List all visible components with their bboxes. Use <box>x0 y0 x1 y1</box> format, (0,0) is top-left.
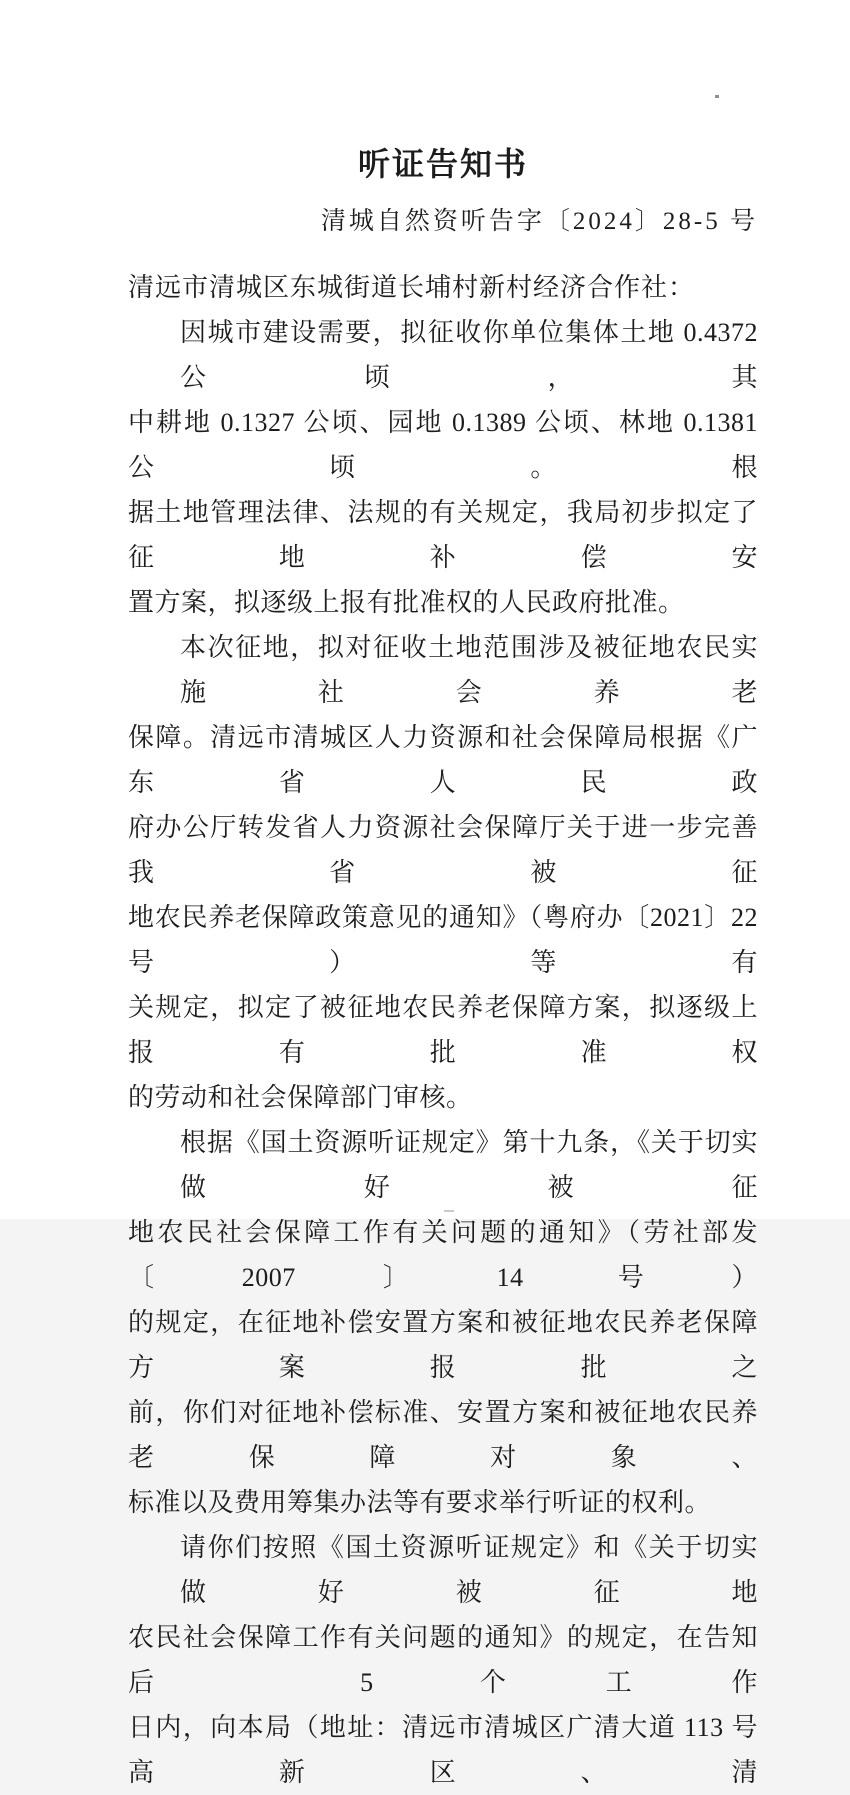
text-line: 置方案，拟逐级上报有批准权的人民政府批准。 <box>128 588 685 617</box>
text-line: 前，你们对征地补偿标准、安置方案和被征地农民养老保障对象、 <box>128 1398 758 1472</box>
text-line: 中耕地 0.1327 公顷、园地 0.1389 公顷、林地 0.1381 公顷。根 <box>128 408 758 482</box>
text-line: 的规定，在征地补偿安置方案和被征地农民养老保障方案报批之 <box>128 1308 758 1382</box>
text-line: 因城市建设需要，拟征收你单位集体土地 0.4372 公顷，其 <box>180 318 758 392</box>
text-line: 本次征地，拟对征收土地范围涉及被征地农民实施社会养老 <box>180 633 758 707</box>
text-line: 根据《国土资源听证规定》第十九条，《关于切实做好被征 <box>180 1128 758 1202</box>
text-line: 日内，向本局（地址：清远市清城区广清大道 113 号高新区、清 <box>128 1713 758 1787</box>
paragraph <box>128 625 758 1120</box>
text-line: 据土地管理法律、法规的有关规定，我局初步拟定了征地补偿安 <box>128 498 758 572</box>
text-line: 保障。清远市清城区人力资源和社会保障局根据《广东省人民政 <box>128 723 758 797</box>
scan-speck-icon <box>715 95 719 98</box>
text-line: 地农民养老保障政策意见的通知》（粤府办〔2021〕22 号）等有 <box>128 903 758 977</box>
text-line: 的劳动和社会保障部门审核。 <box>128 1083 473 1112</box>
text-line: 府办公厅转发省人力资源社会保障厅关于进一步完善我省被征 <box>128 813 758 887</box>
document-content <box>128 0 758 1795</box>
document-body <box>128 310 758 1795</box>
document-title: 听证告知书 <box>357 146 528 182</box>
scan-speck-icon <box>444 1210 454 1212</box>
text-line: 农民社会保障工作有关问题的通知》的规定，在告知后 5 个工作 <box>128 1623 758 1697</box>
paragraph <box>128 1525 758 1795</box>
paragraph <box>128 1120 758 1525</box>
text-line: 标准以及费用筹集办法等有要求举行听证的权利。 <box>128 1488 712 1517</box>
text-line: 请你们按照《国土资源听证规定》和《关于切实做好被征地 <box>180 1533 758 1607</box>
document-number: 清城自然资听告字〔2024〕28-5 号 <box>320 208 758 235</box>
text-line: 关规定，拟定了被征地农民养老保障方案，拟逐级上报有批准权 <box>128 993 758 1067</box>
text-line: 地农民社会保障工作有关问题的通知》（劳社部发〔2007〕14 号） <box>128 1218 758 1292</box>
paragraph <box>128 310 758 625</box>
recipient-line: 清远市清城区东城街道长埔村新村经济合作社： <box>128 273 696 302</box>
